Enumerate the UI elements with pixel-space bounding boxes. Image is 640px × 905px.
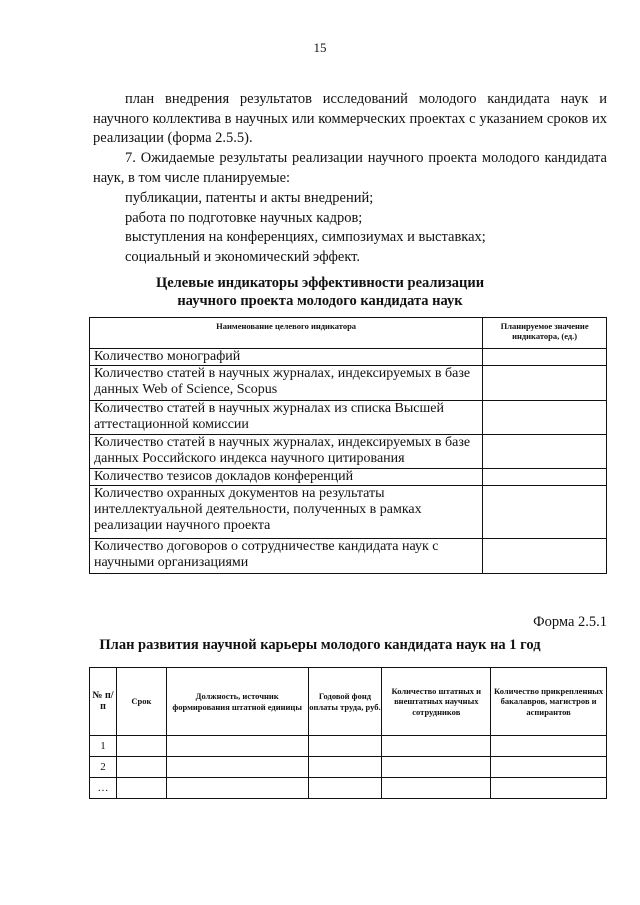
row-number: 1 — [90, 736, 117, 757]
indicator-name: Количество тезисов докладов конференций — [90, 469, 483, 486]
header-staff-count: Количество штатных и внештатных научных сотрудников — [382, 668, 491, 736]
indicators-table — [89, 317, 607, 574]
list-item: выступления на конференциях, симпозиумах и выставках; — [125, 229, 486, 245]
row-number: 2 — [90, 757, 117, 778]
table-row — [90, 539, 607, 574]
indicators-title — [0, 274, 640, 310]
table-row — [90, 736, 607, 757]
table-cell — [116, 778, 166, 799]
indicator-value-cell — [483, 469, 607, 486]
indicator-value-cell — [483, 539, 607, 574]
career-plan-table — [89, 667, 607, 799]
table-cell — [382, 757, 491, 778]
indicator-name: Количество монографий — [90, 349, 483, 366]
header-planned-value: Планируемое значение индикатора, (ед.) — [483, 318, 607, 349]
table-cell — [491, 736, 607, 757]
table-cell — [166, 736, 308, 757]
table-header-row — [90, 318, 607, 349]
table-row — [90, 778, 607, 799]
paragraph-implementation-plan: план внедрения результатов исследований молодого кандидата наук и научного коллектива в научных или коммерческих проектах с указанием сроков их реализации (форма 2.5.5). — [93, 91, 607, 146]
indicator-name: Количество статей в научных журналах из списка Высшей аттестационной комиссии — [90, 401, 483, 435]
paragraph-expected-results: 7. Ожидаемые результаты реализации научного проекта молодого кандидата наук, в том числе планируемые: — [93, 150, 607, 186]
indicator-value-cell — [483, 366, 607, 401]
table-row — [90, 349, 607, 366]
table-cell — [116, 757, 166, 778]
table-cell — [382, 736, 491, 757]
table-cell — [116, 736, 166, 757]
header-students-count: Количество прикрепленных бакалавров, магистров и аспирантов — [491, 668, 607, 736]
table-row — [90, 366, 607, 401]
indicator-value-cell — [483, 401, 607, 435]
indicator-name: Количество охранных документов на результаты интеллектуальной деятельности, полученных в рамках реализации научного проекта — [90, 486, 483, 539]
table-cell — [166, 778, 308, 799]
header-indicator-name: Наименование целевого индикатора — [90, 318, 483, 349]
list-item: работа по подготовке научных кадров; — [125, 209, 363, 226]
indicator-name: Количество статей в научных журналах, индексируемых в базе данных Российского индекса научного цитирования — [90, 435, 483, 469]
indicator-name: Количество статей в научных журналах, индексируемых в базе данных Web of Science, Scopus — [90, 366, 483, 401]
table-cell — [491, 778, 607, 799]
indicator-name: Количество договоров о сотрудничестве кандидата наук с научными организациями — [90, 539, 483, 574]
form-label: Форма 2.5.1 — [533, 614, 607, 630]
indicator-value-cell — [483, 435, 607, 469]
page-number: 15 — [313, 40, 327, 55]
header-position: Должность, источник формирования штатной единицы — [166, 668, 308, 736]
table-cell — [308, 757, 382, 778]
row-number: … — [90, 778, 117, 799]
table-cell — [308, 778, 382, 799]
career-plan-title: План развития научной карьеры молодого кандидата наук на 1 год — [99, 637, 541, 653]
table-row — [90, 469, 607, 486]
table-cell — [491, 757, 607, 778]
table-row — [90, 757, 607, 778]
indicator-value-cell — [483, 349, 607, 366]
list-item: публикации, патенты и акты внедрений; — [125, 190, 374, 206]
table-row — [90, 401, 607, 435]
indicator-value-cell — [483, 486, 607, 539]
table-header-row — [90, 668, 607, 736]
expected-results-list — [125, 189, 486, 267]
table-cell — [382, 778, 491, 799]
indicators-title-line: Целевые индикаторы эффективности реализации — [155, 275, 485, 291]
table-row — [90, 435, 607, 469]
header-number: № п/п — [90, 668, 117, 736]
list-item: социальный и экономический эффект. — [125, 248, 361, 265]
table-cell — [308, 736, 382, 757]
indicators-title-line: научного проекта молодого кандидата наук — [177, 293, 463, 309]
table-cell — [166, 757, 308, 778]
header-term: Срок — [116, 668, 166, 736]
table-row — [90, 486, 607, 539]
header-payroll-fund: Годовой фонд оплаты труда, руб. — [308, 668, 382, 736]
